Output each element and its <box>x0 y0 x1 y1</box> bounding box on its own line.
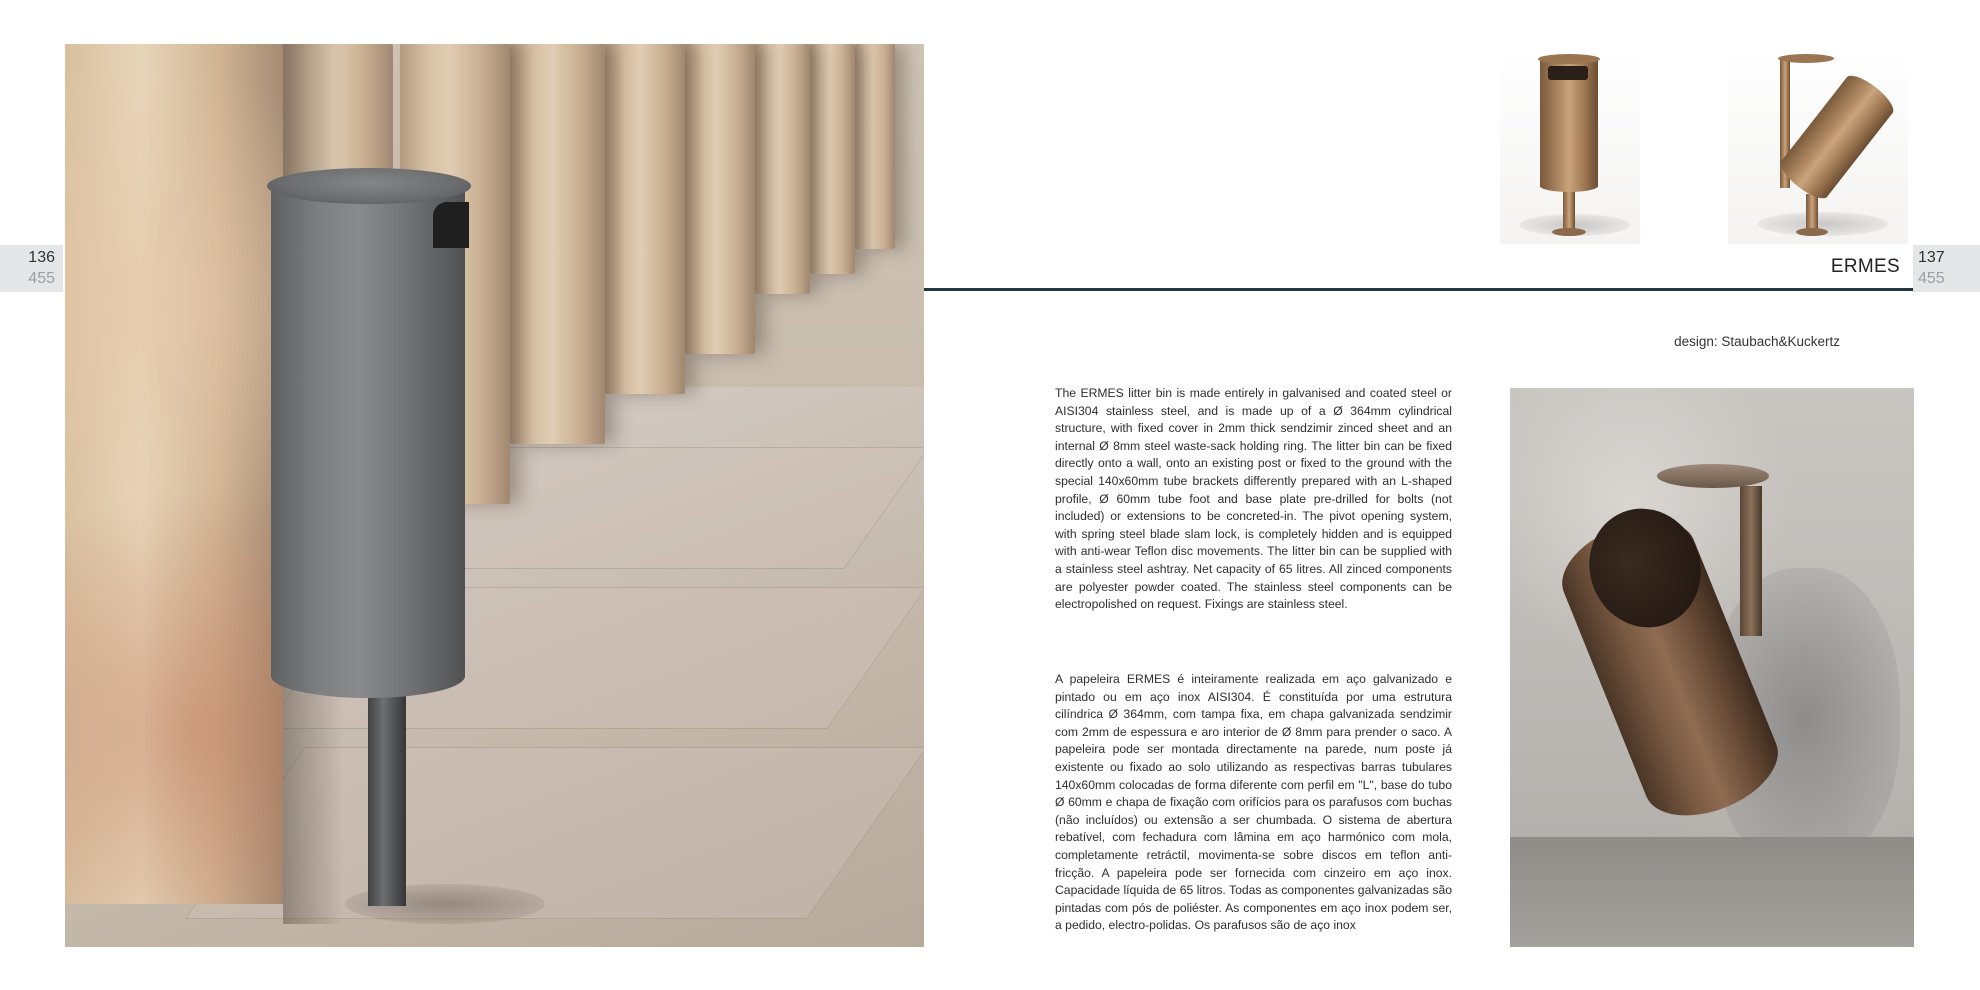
page-total: 455 <box>28 270 55 287</box>
description-portuguese: A papeleira ERMES é inteiramente realizada em aço galvanizado e pintado ou em aço inox AISI304. É constituída por uma estrutura cilíndrica Ø 364mm, com tampa fixa, em chapa galvanizada sendzimir com 2mm de espessura e aro interior de Ø 8mm para prender o saco. A papeleira pode ser montada directamente na parede, num poste já existente ou fixado ao solo utilizando as respectivas barras tubulares 140x60mm colocadas de forma diferente com perfil em "L", base do tubo Ø 60mm e chapa de fixação com orifícios para os parafusos com buchas (não incluídos) ou extensão a ser chumbada. O sistema de abertura rebatível, com fechadura com lâmina em aço harmónico com mola, completamente retráctil, movimenta-se sobre discos em teflon anti-fricção. A papeleira pode ser fornecida com cinzeiro em aço inox. Capacidade líquida de 65 litros. Todas as componentes galvanizadas são pintadas com pós de poliéster. As componentes em aço inox podem ser, a pedido, electro-polidas. Os parafusos são de aço inox <box>1055 672 1452 933</box>
design-credit: design: Staubach&Kuckertz <box>1674 334 1840 349</box>
litter-bin-body <box>271 190 465 698</box>
page-number: 136 <box>28 249 55 266</box>
page-number-tab-right <box>1913 245 1980 292</box>
product-photo-wall-mount <box>1510 388 1914 947</box>
page-total: 455 <box>1918 270 1945 287</box>
product-photo-main <box>65 44 924 947</box>
litter-bin-lid <box>267 168 471 204</box>
thumbnail-bin-closed <box>1500 44 1640 244</box>
header-divider <box>924 288 1913 291</box>
litter-bin-opening <box>433 202 469 248</box>
bin-cover <box>1657 464 1769 488</box>
wall-bracket <box>1740 486 1762 636</box>
thumbnail-bin-open <box>1728 44 1908 244</box>
floor <box>1510 837 1914 947</box>
page-number: 137 <box>1918 249 1945 266</box>
stone-pillar <box>65 44 283 904</box>
description-english: The ERMES litter bin is made entirely in galvanised and coated steel or AISI304 stainless steel, and is made up of a Ø 364mm cylindrical structure, with fixed cover in 2mm thick sendzimir zinced sheet and an internal Ø 8mm steel waste-sack holding ring. The litter bin can be fixed directly onto a wall, onto an existing post or fixed to the ground with the special 140x60mm tube brackets differently prepared with an L-shaped profile, Ø 60mm tube foot and base plate pre-drilled for bolts (not included) or extensions to be concreted-in. The pivot opening system, with spring steel blade slam lock, is completely hidden and is equipped with anti-wear Teflon disc movements. The litter bin can be supplied with a stainless steel ashtray. Net capacity of 65 litres. All zinced components are polyester powder coated. The stainless steel components can be electropolished on request. Fixings are stainless steel. <box>1055 386 1452 612</box>
bin-post <box>368 696 406 906</box>
product-title: ERMES <box>1830 256 1900 277</box>
page-number-tab-left <box>0 245 63 292</box>
